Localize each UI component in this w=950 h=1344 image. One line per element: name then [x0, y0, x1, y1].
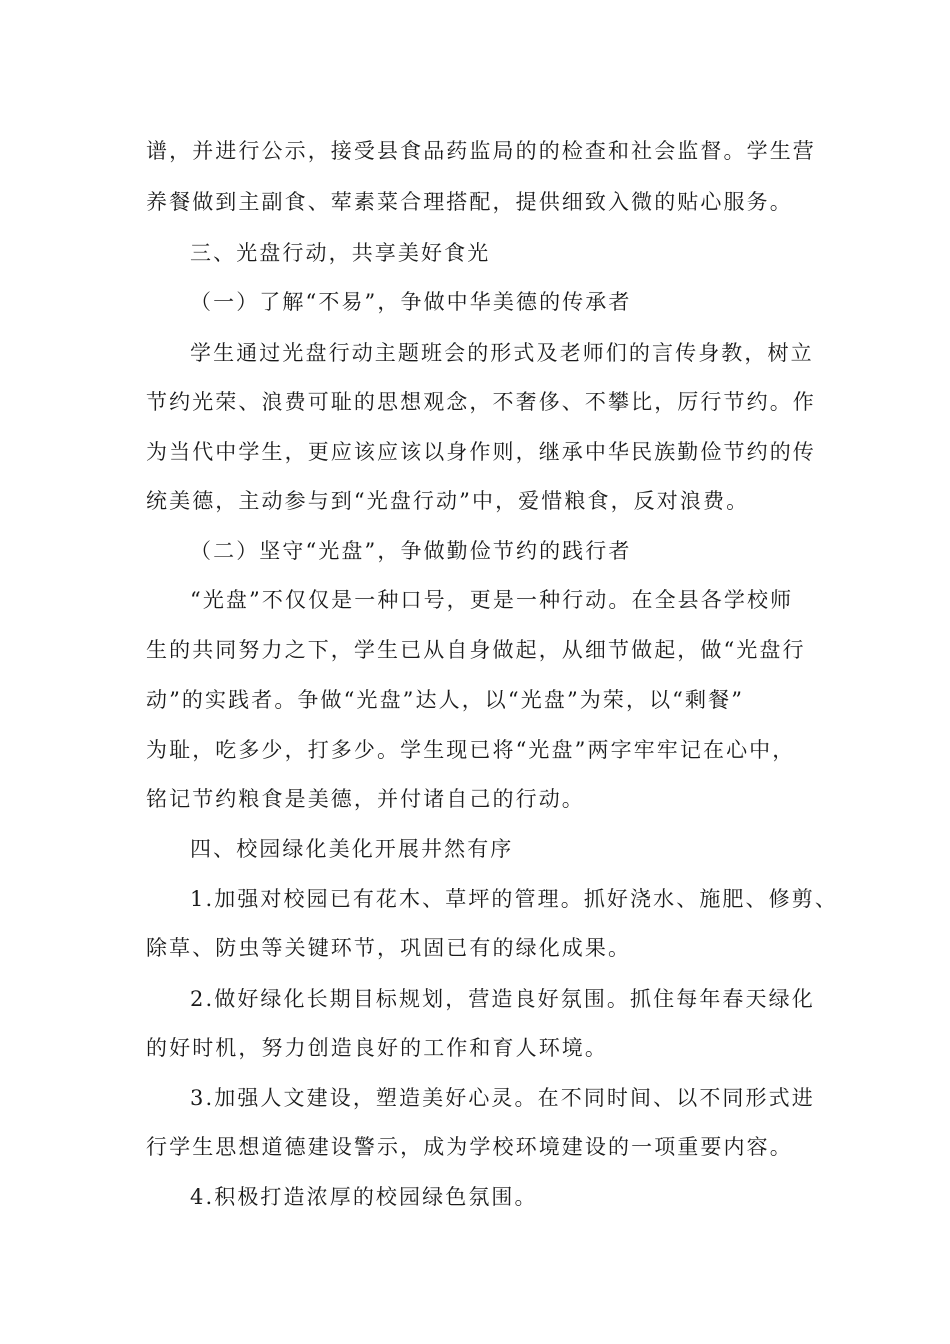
subsection-heading: （二）坚守“光盘”，争做勤俭节约的践行者: [190, 539, 632, 563]
list-item-text: 4.积极打造浓厚的校园绿色氛围。: [190, 1185, 538, 1209]
body-text-line: 行学生思想道德建设警示，成为学校环境建设的一项重要内容。: [146, 1135, 793, 1159]
body-text-line: 的好时机，努力创造良好的工作和育人环境。: [146, 1036, 608, 1060]
body-text-line: 除草、防虫等关键环节，巩固已有的绿化成果。: [146, 936, 632, 960]
body-text-line: 生的共同努力之下，学生已从自身做起，从细节做起，做“光盘行: [146, 638, 806, 662]
body-text-line: 为耻，吃多少，打多少。学生现已将“光盘”两字牢牢记在心中，: [146, 738, 796, 762]
body-text-line: 为当代中学生，更应该应该以身作则，继承中华民族勤俭节约的传: [146, 440, 816, 464]
body-text-line: 动”的实践者。争做“光盘”达人，以“光盘”为荣，以“剩餐”: [146, 688, 745, 712]
section-heading: 三、光盘行动，共享美好食光: [190, 241, 491, 265]
list-item-text: 2.做好绿化长期目标规划，营造良好氛围。抓住每年春天绿化: [190, 987, 815, 1011]
list-item-text: 3.加强人文建设，塑造美好心灵。在不同时间、以不同形式进: [190, 1086, 815, 1110]
body-text-line: 谱，并进行公示，接受县食品药监局的的检查和社会监督。学生营: [146, 139, 816, 163]
list-item-text: 1.加强对校园已有花木、草坪的管理。抓好浇水、施肥、修剪、: [190, 887, 838, 911]
body-text-line: “光盘”不仅仅是一种口号，更是一种行动。在全县各学校师: [190, 588, 794, 612]
body-text-line: 节约光荣、浪费可耻的思想观念，不奢侈、不攀比，厉行节约。作: [146, 390, 816, 414]
subsection-heading: （一）了解“不易”，争做中华美德的传承者: [190, 290, 632, 314]
body-text-line: 养餐做到主副食、荤素菜合理搭配，提供细致入微的贴心服务。: [146, 190, 793, 214]
body-text-line: 统美德，主动参与到“光盘行动”中，爱惜粮食，反对浪费。: [146, 489, 750, 513]
body-text-line: 铭记节约粮食是美德，并付诸自己的行动。: [146, 787, 585, 811]
body-text-line: 学生通过光盘行动主题班会的形式及老师们的言传身教，树立: [190, 341, 814, 365]
section-heading: 四、校园绿化美化开展井然有序: [190, 837, 514, 861]
